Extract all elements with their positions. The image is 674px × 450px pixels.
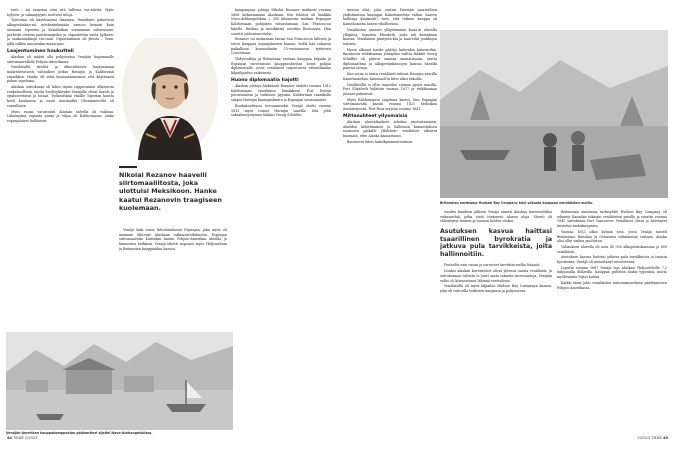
body-paragraph: Myös ruoan varastointi Alaskan talvella oli vaikeaa. Lähempänä vapaata puuta ja viljaa oli Kaliforniassa, jonka espanjalaiset hallitsivat.	[7, 109, 114, 123]
body-paragraph: Vuonna 1853 alkoi Krimin sota, jossa Venäjä taisteli Britanniaa, Ranskaa ja Osmanien valtakuntaa vastaan. Alaska olisi ollut vaikea puolustaa.	[557, 229, 667, 244]
body-paragraph: Alaskan johtaja Aleksandr Baranov ehdotti vuonna 1812 Kaliforniaan venäläisen linnakkeen Fort Rossin perustamista ja turkisten pyyntiä. Kalifornian rannikolle saapui Havaijin kuningaskunta ja Espanjan viranomaiset.	[231, 84, 331, 103]
pull-quote-right: Asutuksen kasvua haittasi tsaarillinen byrokratia ja jatkuva pula tarvikkeista, joita hallinnoitiin.	[440, 228, 552, 258]
body-paragraph: vuoden kaudeen jälkeen Venäjä nimitti Alaskan kuvernööriksi virkamiehiä, jotka eivät tunteneet alueen oloja. Väestö oli vähentynyt tautien ja huonon hoidon vuoksi.	[440, 210, 552, 224]
body-paragraph: Yhdysvaltoja ja Britanniaa vastaan kauppaa kilpailu ja Espanjan varovaisuus kauppasuhteissa loivat pohjaa diplomatialle, jossa venäläiset tarjoutuivat vähentämään kilpailijoiden vaikutusta.	[231, 57, 331, 76]
portrait-image	[120, 38, 220, 160]
body-paragraph: Britannian omistama turkisyhtiö Hudson Bay Company oli edennyt Kanadan takaisin venäläisten perälle ja varattu vuonna 1842 siirtokunta Fort Vancouver. Venäläiset olivat jo hävinneet taistelun turkiskaupasta.	[557, 210, 667, 229]
body-paragraph: Asutuksen kasvua haittasi jatkuva pula tarvikkeista ja tsaarin byrokratia. Venäjä oli menettänyt tavoitteensa.	[557, 255, 667, 265]
body-paragraph: kompanjaan johtaja Nikolai Rezanov matkusti vuonna 1806 tarkastamaan Alaskaan. Sen tehtävä oli hankkia Novo-Arkhangelskiin 2 300 kilometrin matkan Espanjan Kaliforniaan pohjoisen ratsastamaan San Franciscon lähelle. Ruokaa ja tarvikkeita ostettiin Bostonista. Hän suoritti jatkoneuvottelut.	[231, 8, 331, 36]
left-column-3	[231, 8, 331, 426]
body-paragraph: Venäläisten saaneet ylläpitämään Kauaʻin alueella ylläpitoa, linnoitus Elizabeth, josta tuli kuninkaan kanssa. Venäläinen puutyötä-kin ja haaveilut joukkojen tuloista.	[343, 27, 437, 46]
fur-trade-scene	[440, 30, 668, 198]
right-column-3	[557, 210, 667, 430]
body-paragraph: Venäläisiltä tiiviiltä ja ulkovaltioista laajenemaan määrätietoisesti valtaukset pitkin Havaijin ja Kalifornian rannikkoa. Hanke oli sekä kunnianhimoinen että käytännön pakon sanelema.	[7, 65, 114, 84]
body-paragraph: Alaskan aluevaltaukset tehokas puolustaminen, alueiden kehittäminen ja hallinnon kiinnostuksen tuominen paikalle yllättävät: venäläiset alkoivat huomata, ettei Alaska kannattanut.	[343, 119, 437, 139]
body-paragraph: Venäläisillä oli myös kilpailua Hudson Bay Companyn kanssa, joka oli vahvoilla turkisten kaupassa ja pohjoisessa.	[440, 284, 552, 293]
body-paragraph: Ruokahuoltonsa turvaamiseksi Venäjä aloitti vuonna 1815 myös toimet Havaijin saarilla. Sitä johti saksalaissyntyinen lääkäri Georg Schäffer.	[231, 103, 331, 118]
rezanov-portrait	[120, 38, 220, 160]
body-paragraph: Lopulta vuonna 1867 Venäjä myi Alaskan Yhdysvalloille 7,2 miljoonalla dollarilla. Kauppaa pidettiin aluksi typeränä, mutta myöhemmin löytyi kultaa.	[557, 265, 667, 280]
pull-quote-rule	[119, 166, 137, 168]
body-paragraph: meisen alue, joka vastasi Havaijin saarivaltion yhdistämisen kuningas Kamehamehan valtaa. Saaren hallitsija Kaumualiʻi tiesi, että tärkein kauppa oli Kamehameha hänen vihollisensa.	[343, 8, 437, 27]
magazine-name-right: TIEDE	[651, 436, 662, 440]
novo-arkhangelsk-engraving	[6, 332, 233, 430]
body-paragraph: Alaskan oli määrä olla pohjoisessa Venäjän laajemmalle siirtomaavallalle Pohjois-Amerikassa.	[7, 54, 114, 64]
section-heading: Huono diplomaatia hajotti	[231, 77, 299, 83]
right-column-2	[440, 210, 552, 430]
section-heading: Mittasuhteet yllyomaisia	[343, 113, 408, 119]
body-paragraph: Työvoima tili käytännössä ilmainen. Venäläiset pakottivat alkuperäiskan-soi työskentelemään samoin keinoin kuin aiemmin Siperian ja Kamtšatkan niemimaan valtaessaan: perheitä otettiin panttivangeiksi ja vapautettiin vasta hylkeen- ja saukonnahkoja vas-taan. Orjuuttaminen oli yleistä – Venä-jällä vallitsi muutenkin maaorjuus.	[7, 18, 114, 46]
body-paragraph: Kun sotaa ei saatu venäläiset tukivat Havaijin saarilla Kamehamehaa, Kaumualiʻin liitto alkoi rakoilla.	[343, 72, 437, 81]
photo-caption-right: Britannian omistama Hudson Bay Company kävi vilkasta kauppaa venäläisten mailla.	[440, 201, 594, 205]
body-paragraph: teeti – tai varastaa viini sitä tullessa vas-taleitä. Myös hyljeen- ja valaanpyynti tuottivat tuloja.	[7, 8, 114, 17]
body-paragraph: Venäläisillä ei ollut tarpeeksi voimaa pysyä saarilla. Fort Elizabeth hylättiin vuonna 1817 ja retkikunnan jäsenet pakenivat.	[343, 82, 437, 96]
body-paragraph: Hyvin alkanut hanke päättyi kuitenkin katastrofiin. Baranovin retkikunnan johtajaksi valittu lääkäri Georg Schäffer oli pätevä omassa ammatissaan, mutta diplomaattina ja alkuperäiskansojen kanssa häneltä puuttui taitoja.	[343, 47, 437, 71]
body-paragraph: Alaskan siirtokunta oli lähes täysin riippuvainen ulkoisesta ruokahuollosta, mutta huoltoyhteydet Venäjälle olivat harvat ja epäluotettavat ja hitaat. Työkenttään etäälle Siperian kautta kesti kuukausia ja usein merimatka Ohotanmereltä oli vaarallinen.	[7, 85, 114, 108]
photo-caption-left: Venäjän-Amerikan kauppakomppanian pääkonttori sijaitsi Novo-Arkhangelskissa.	[6, 431, 153, 435]
section-heading: Laajentuminen houkutteli	[7, 48, 74, 54]
pull-quote-text: Nikolai Rezanov haaveili siirtomaaliitosta, joka ulottuisi Meksikoon. Hanke kaatui Rezanovin traagiseen kuolemaan.	[119, 171, 222, 212]
body-paragraph: Baranovin lähes kaksikymmenvuotinen	[347, 139, 413, 144]
engraving-image	[6, 332, 233, 430]
folio-right	[637, 436, 668, 440]
issue-right: 2/2023	[637, 436, 651, 440]
left-column-2	[119, 228, 227, 324]
body-paragraph: Kaikki tämä johti venäläisten siirtomaaunelman päättymiseen Pohjois-Amerikassa.	[557, 280, 667, 290]
fur-trade-image	[440, 30, 668, 198]
body-paragraph: Pietarilta sain ruoan ja varusteet tarvittiin melko hitaasti.	[444, 263, 541, 268]
page-number-right: 45	[662, 436, 668, 440]
right-page	[337, 0, 674, 450]
body-paragraph: Rezanov toi mukanaan laivan San Franciscon lahteen ja toivoi kauppaa espanjalaisten kanssa. Siellä hän rakastui paikallisen komendantin 15-vuotiaaseen tyttäreen Conchitaan.	[231, 37, 331, 56]
folio-left	[7, 436, 38, 440]
body-paragraph: Valtauksen alueella oli noin 40 000 alkuperäiskansaan ja 600 venäläistä.	[557, 244, 667, 254]
right-column-1	[343, 8, 437, 430]
page-number-left: 44	[7, 436, 13, 440]
issue-left: 2/2023	[24, 436, 38, 440]
body-paragraph: Myös Kaliforniassa ongelmia kasvoi, kun Espanjan siirtomaavalta kaatui vuonna 1821 Meksikon itsenäistyessä. Fort Ross myytiin vuonna 1841.	[343, 97, 437, 112]
body-paragraph: Lisäksi Alaskan kuvernöörit olivat yleensä nuoria venäläisiä, ja siirtokunnan tuloista ei juuri saatu takaisin investointeja. Venäjän valtio oli kiinnostunut lähinnä verotulosta.	[440, 269, 552, 283]
body-paragraph: Venäjä haki ensin liittolaisekseen Espanjaa, joka myös oli aiemmin lähtenyt Alaskaan tutkimusretkikuntia. Espanjan siirtomaavalta kuitenkin kaatui Pohjois-Amerikan alueilla ja kiinnostus heikkeni. Venäjä lähetti nopeasti myös Yhdysvaltain ja Britannian kauppiaiden kanssa.	[119, 228, 227, 251]
magazine-name-left: TIEDE	[13, 436, 24, 440]
pull-quote	[119, 166, 227, 212]
left-column-1	[7, 8, 114, 324]
